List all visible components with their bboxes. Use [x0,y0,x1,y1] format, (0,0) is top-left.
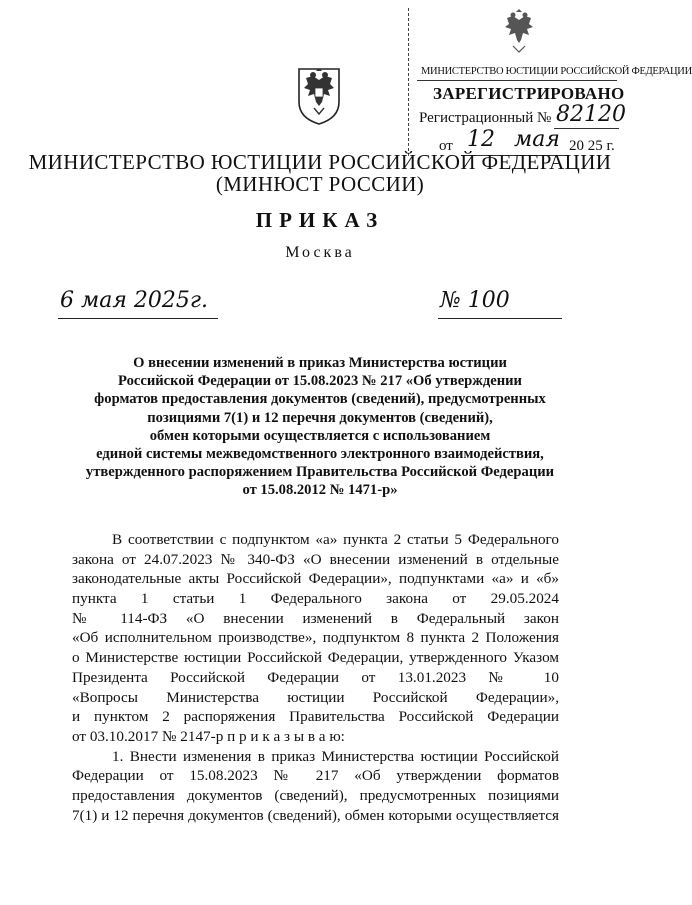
document-title: ПРИКАЗ [255,208,385,232]
subject-line: Российской Федерации от 15.08.2023 № 217 «Об утверждении [118,373,522,390]
subject-line: О внесении изменений в приказ Министерства юстиции [133,355,507,371]
body-line: 1. Внести изменения в приказ Министерства юстиции Российской [112,747,559,765]
stamp-regnum-value: 82120 [556,102,626,127]
order-date: 6 мая 2025г. [60,288,209,313]
body-line: 7(1) и 12 перечня документов (сведений), обмен которыми осуществляется [72,806,559,824]
body-line: «Вопросы Министерства юстиции Российской Федерации», [72,688,559,706]
body-line: предоставления документов (сведений), предусмотренных позициями [72,786,559,804]
ministry-name: МИНИСТЕРСТВО ЮСТИЦИИ РОССИЙСКОЙ ФЕДЕРАЦИИ [28,150,612,174]
subject-line: единой системы межведомственного электронного взаимодействия, [96,446,544,463]
body-line: пункта 1 статьи 1 Федерального закона от 29.05.2024 [72,590,559,608]
stamp-regnum-underline [554,128,619,129]
order-number-underline [438,318,562,319]
order-body [72,530,559,825]
stamp-regnum-label: Регистрационный № [419,110,552,126]
subject-line: обмен которыми осуществляется с использованием [149,427,491,444]
subject-line: форматов предоставления документов (сведений), предусмотренных [94,391,546,408]
registration-stamp [408,8,692,156]
subject-line: от 15.08.2012 № 1471-р» [242,482,398,499]
ministry-short-name: (МИНЮСТ РОССИИ) [215,172,425,196]
stamp-divider [417,80,617,81]
body-line: Президента Российской Федерации от 13.01.2023 № 10 [72,668,559,686]
stamp-year: 20 25 г. [569,138,615,154]
body-line: и пунктом 2 распоряжения Правительства Российской Федерации [72,708,559,726]
order-number: № 100 [440,288,510,313]
body-line: о Министерстве юстиции Российской Федерации, утвержденного Указом [72,649,559,667]
stamp-day: 12 [467,127,495,152]
order-date-underline [58,318,218,319]
stamp-ministry-name: МИНИСТЕРСТВО ЮСТИЦИИ РОССИЙСКОЙ ФЕДЕРАЦИИ [421,66,692,77]
body-line: «Об исполнительном производстве», подпунктом 8 пункта 2 Положения [72,629,559,647]
stamp-date-prefix: от [439,138,453,154]
body-line: В соответствии с подпунктом «а» пункта 2 статьи 5 Федерального [112,531,559,548]
subject-line: позициями 7(1) и 12 перечня документов (сведений), [147,409,493,426]
city: Москва [285,244,355,261]
stamp-registered-label: ЗАРЕГИСТРИРОВАНО [433,84,625,103]
coat-of-arms-emblem [296,66,342,126]
stamp-month: мая [514,127,560,152]
body-line: закона от 24.07.2023 № 340-ФЗ «О внесении изменений в отдельные [72,550,559,568]
order-subject [70,354,570,500]
body-line: законодательные акты Российской Федерации», подпунктами «а» и «б» [72,570,559,588]
body-line: Федерации от 15.08.2023 № 217 «Об утверждении форматов [72,767,559,785]
subject-line: утвержденного распоряжением Правительства Российской Федерации [85,464,555,481]
stamp-emblem-icon [499,8,539,58]
body-line: от 03.10.2017 № 2147-р п р и к а з ы в а ю: [72,727,345,745]
body-line: № 114-ФЗ «О внесении изменений в Федеральный закон [72,609,559,627]
